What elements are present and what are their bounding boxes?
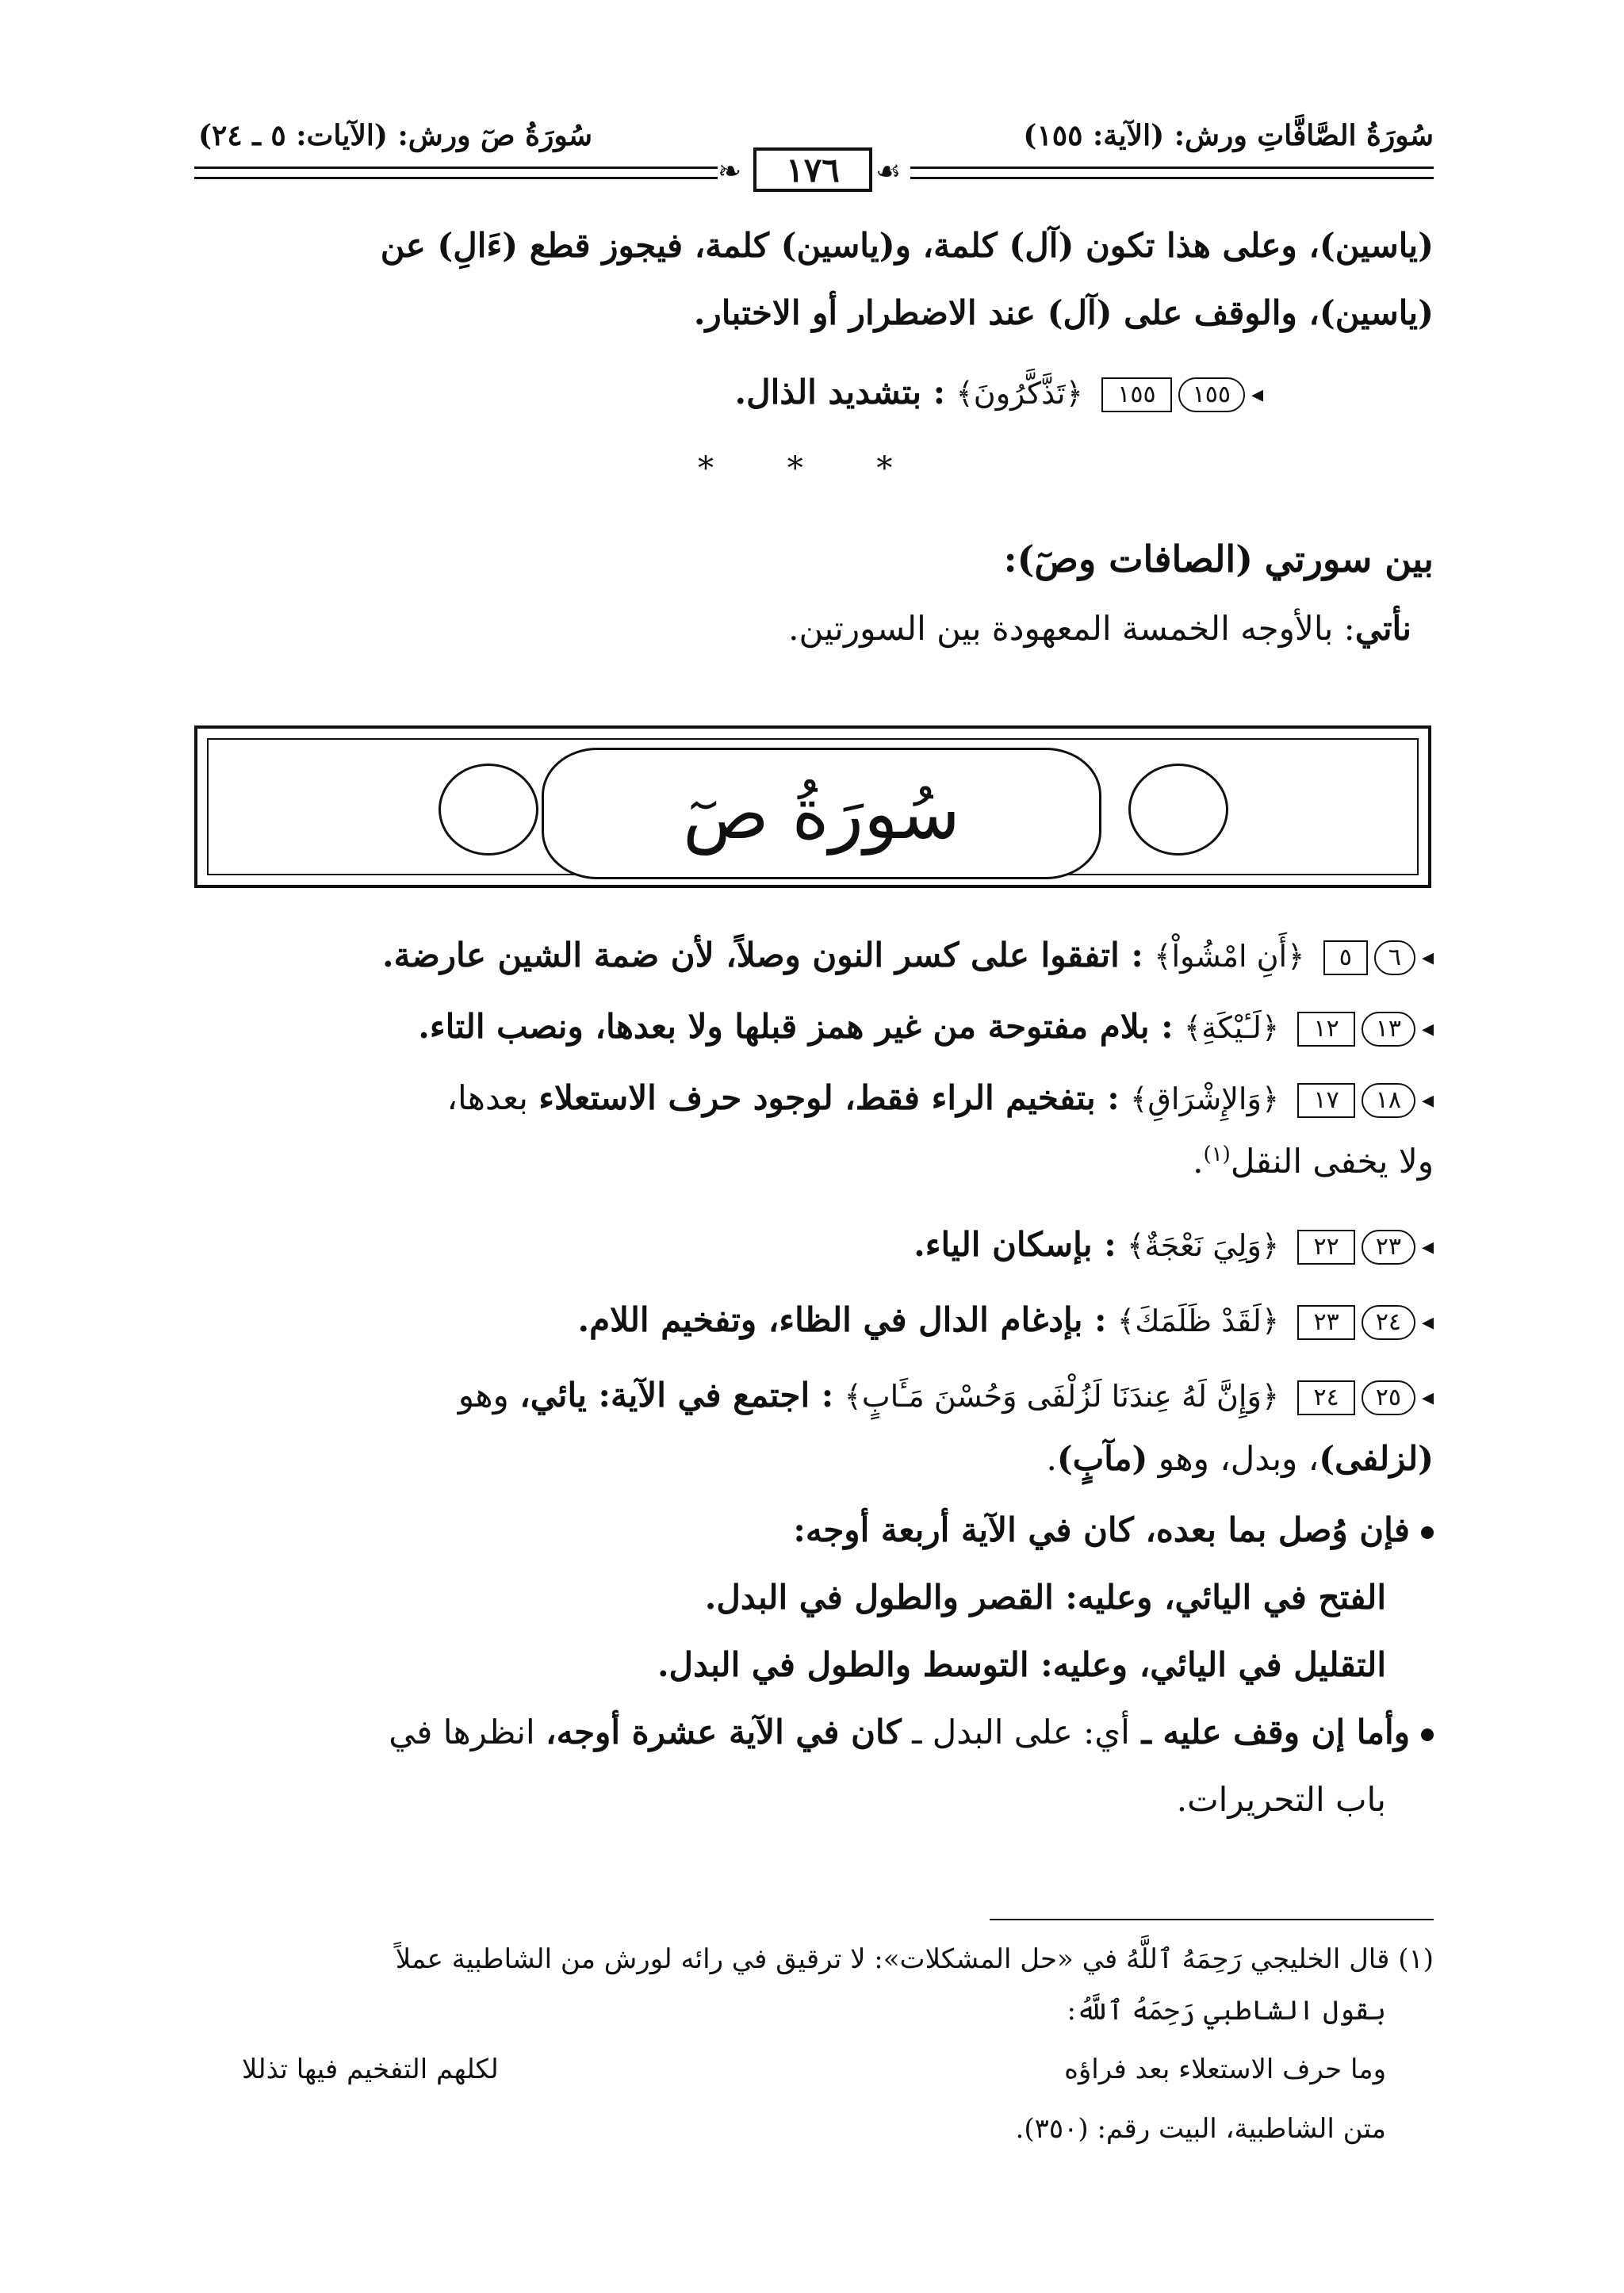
entry-24 bbox=[577, 1300, 1434, 1340]
arrow-icon: ◂ bbox=[1421, 944, 1434, 971]
verse-number-badge bbox=[1323, 940, 1434, 975]
footnote-line-1: (١) قال الخليجي رَحِمَهُ ٱللَّهُ في «حل المشكلات»: لا ترقيق في رائه لورش من الشاطبية عملاً bbox=[395, 1943, 1434, 1975]
verse-number-badge bbox=[1101, 377, 1263, 412]
verse-number-oval: ٢٤ bbox=[1362, 1305, 1415, 1340]
quran-word: ﴿وَالإِشْرَاقِ﴾ bbox=[1130, 1081, 1280, 1116]
arrow-icon: ◂ bbox=[1421, 1233, 1434, 1261]
verse-number-oval: ١٥٥ bbox=[1178, 377, 1245, 412]
verse-number-box: ١٢ bbox=[1297, 1012, 1354, 1047]
continuation-text: ولا يخفى النقل bbox=[1230, 1142, 1434, 1181]
entry-text: : بإدغام الدال في الظاء، وتفخيم اللام. bbox=[577, 1300, 1107, 1339]
page-number: ١٧٦ bbox=[753, 147, 872, 192]
verse-number-oval: ٢٥ bbox=[1362, 1380, 1415, 1415]
arrow-icon: ◂ bbox=[1421, 1308, 1434, 1336]
ornament-icon: ❧ bbox=[718, 155, 742, 188]
normal-text: أي: على البدل ـ bbox=[901, 1713, 1130, 1751]
arrow-icon: ◂ bbox=[1421, 1086, 1434, 1114]
heading-prefix: بين سورتي bbox=[1264, 538, 1434, 580]
footnote-verse-second-hemistich: لكلهم التفخيم فيها تذللا bbox=[242, 2054, 499, 2085]
bold-word: (مآبٍ) bbox=[1056, 1439, 1148, 1478]
between-text: : بالأوجه الخمسة المعهودة بين السورتين. bbox=[788, 609, 1355, 648]
intro-line-1: (ياسين)، وعلى هذا تكون (آل) كلمة، و(ياسين) كلمة، فيجوز قطع (ءَالِ) عن bbox=[380, 226, 1434, 265]
verse-number-oval: ١٣ bbox=[1362, 1012, 1415, 1047]
entry-text: : بإسكان الياء. bbox=[914, 1225, 1116, 1264]
normal-text: ، وبدل، وهو bbox=[1147, 1439, 1320, 1478]
intro-line-2: (ياسين)، والوقف على (آل) عند الاضطرار أو الاختبار. bbox=[693, 293, 1434, 332]
verse-number-badge bbox=[1297, 1012, 1434, 1047]
entry-text: : بتشديد الذال. bbox=[734, 373, 946, 412]
footnote-ref: (١) bbox=[1203, 1143, 1231, 1166]
bullet-2 bbox=[389, 1713, 1434, 1752]
quran-word: ﴿لَـٔيْكَةِ﴾ bbox=[1184, 1010, 1280, 1045]
bullet-1-line-1: الفتح في اليائي، وعليه: القصر والطول في البدل. bbox=[704, 1578, 1386, 1617]
surah-title: سُورَةُ صٓ bbox=[542, 748, 1101, 879]
entry-text: : اجتمع في الآية: يائي، bbox=[519, 1376, 834, 1414]
banner-ring-icon bbox=[439, 764, 538, 856]
verse-number-box: ١٧ bbox=[1297, 1083, 1354, 1118]
entry-text-normal: بعدها، bbox=[446, 1078, 539, 1117]
entry-6 bbox=[382, 936, 1434, 975]
header-rule-left bbox=[194, 167, 718, 179]
bullet-icon bbox=[1421, 1526, 1434, 1539]
entry-text-normal: وهو bbox=[458, 1376, 520, 1414]
verse-number-badge bbox=[1297, 1380, 1434, 1415]
entry-23 bbox=[914, 1225, 1434, 1265]
quran-word: ﴿تَذَّكَّرُونَ﴾ bbox=[956, 376, 1083, 411]
entry-text: : بتفخيم الراء فقط، لوجود حرف الاستعلاء bbox=[538, 1078, 1120, 1117]
quran-word: ﴿أَنِ امْشُواْ﴾ bbox=[1154, 939, 1305, 974]
bold-word: (لزلفى) bbox=[1319, 1439, 1434, 1478]
footnote-line-4: متن الشاطبية، البيت رقم: (٣٥٠). bbox=[1015, 2113, 1386, 2145]
header-right-title: سُورَةُ الصَّافَّاتِ ورش: (الآية: ١٥٥) bbox=[1023, 119, 1434, 152]
banner-ring-icon bbox=[1128, 764, 1228, 856]
verse-number-badge bbox=[1297, 1230, 1434, 1265]
bullet-2-continuation: باب التحريرات. bbox=[1176, 1780, 1386, 1819]
banner-inner-frame bbox=[207, 738, 1419, 875]
verse-number-badge bbox=[1297, 1305, 1434, 1340]
header-rule-right bbox=[910, 167, 1434, 179]
footnote-rule bbox=[990, 1919, 1434, 1920]
header-left-title: سُورَةُ صٓ ورش: (الآيات: ٥ ـ ٢٤) bbox=[198, 119, 593, 152]
bold-text: كان في الآية عشرة أوجه، bbox=[546, 1713, 902, 1751]
quran-word: ﴿وَإِنَّ لَهُ عِندَنَا لَزُلْفَى وَحُسْنَ مَـَٔابٍ﴾ bbox=[844, 1379, 1280, 1414]
quran-word: ﴿وَلِيَ نَعْجَةٌ﴾ bbox=[1127, 1228, 1280, 1263]
verse-number-box: ٢٣ bbox=[1297, 1305, 1354, 1340]
entry-18 bbox=[446, 1078, 1434, 1118]
verse-number-badge bbox=[1297, 1083, 1434, 1118]
entry-25-continuation bbox=[1046, 1439, 1434, 1479]
between-label: نأتي bbox=[1354, 609, 1411, 648]
separator-stars: * * * bbox=[698, 450, 925, 487]
arrow-icon: ◂ bbox=[1421, 1384, 1434, 1411]
bullet-1-line-2: التقليل في اليائي، وعليه: التوسط والطول في البدل. bbox=[657, 1645, 1386, 1684]
bullet-text: فإن وُصل بما بعده، كان في الآية أربعة أوجه: bbox=[793, 1510, 1410, 1549]
normal-text: انظرها في bbox=[389, 1713, 546, 1751]
verse-number-box: ٢٤ bbox=[1297, 1380, 1354, 1415]
surah-banner bbox=[194, 725, 1431, 888]
verse-number-box: ٥ bbox=[1323, 940, 1368, 975]
entry-text: : بلام مفتوحة من غير همز قبلها ولا بعدها، ونصب التاء. bbox=[418, 1007, 1174, 1046]
ornament-icon: ☙ bbox=[875, 155, 902, 188]
period: . bbox=[1193, 1142, 1204, 1181]
between-heading bbox=[1004, 538, 1434, 581]
between-line bbox=[788, 609, 1411, 649]
bullet-1 bbox=[793, 1510, 1434, 1550]
arrow-icon: ◂ bbox=[1251, 381, 1263, 408]
period: . bbox=[1046, 1439, 1057, 1478]
footnote-line-2: بقول الشاطبي رَحِمَهُ ٱللَّهُ: bbox=[1067, 1995, 1386, 2027]
entry-13 bbox=[418, 1007, 1434, 1047]
verse-number-oval: ٢٣ bbox=[1362, 1230, 1415, 1265]
bold-text: وأما إن وقف عليه ـ bbox=[1129, 1713, 1410, 1751]
footnote-verse-first-hemistich: وما حرف الاستعلاء بعد فراؤه bbox=[1064, 2054, 1386, 2085]
verse-number-oval: ١٨ bbox=[1362, 1083, 1415, 1118]
entry-155 bbox=[734, 373, 1263, 412]
bullet-icon bbox=[1421, 1728, 1434, 1741]
verse-number-box: ١٥٥ bbox=[1101, 377, 1171, 412]
quran-word: ﴿لَقَدْ ظَلَمَكَ﴾ bbox=[1116, 1303, 1280, 1338]
entry-25 bbox=[458, 1376, 1434, 1415]
entry-text: : اتفقوا على كسر النون وصلاً، لأن ضمة الشين عارضة. bbox=[381, 936, 1143, 974]
heading-bold: (الصافات وصٓ): bbox=[1003, 538, 1253, 580]
verse-number-box: ٢٢ bbox=[1297, 1230, 1354, 1265]
verse-number-oval: ٦ bbox=[1374, 940, 1415, 975]
arrow-icon: ◂ bbox=[1421, 1015, 1434, 1043]
entry-18-continuation bbox=[1193, 1142, 1434, 1181]
